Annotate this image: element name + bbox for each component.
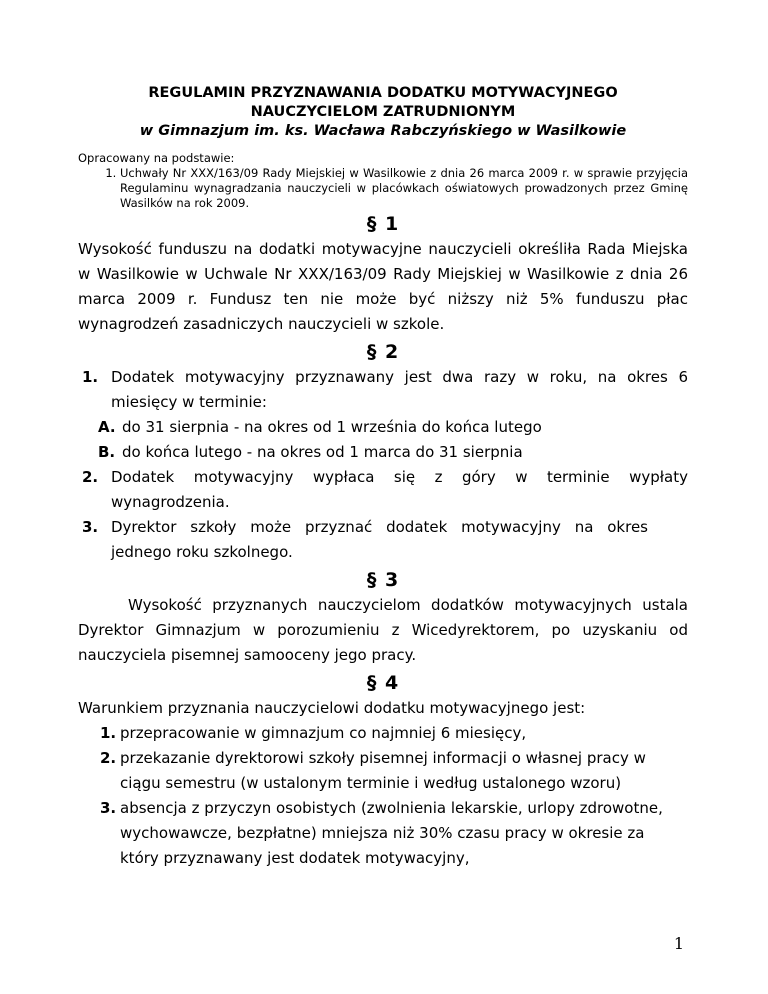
- section-2-point-1: [78, 365, 688, 415]
- condition-text: absencja z przyczyn osobistych (zwolnienia lekarskie, urlopy zdrowotne, wychowawcze, bezpłatne) mniejsza niż 30% czasu pracy w okresie za który przyznawany jest dodatek motywacyjny,: [120, 799, 663, 867]
- section-4-condition-3: [78, 796, 688, 871]
- condition-text: przekazanie dyrektorowi szkoły pisemnej informacji o własnej pracy w ciągu semestru (w ustalonym terminie i według ustalonego wzoru): [120, 749, 646, 792]
- point-number: 3.: [82, 518, 99, 536]
- point-number: 1.: [82, 368, 99, 386]
- section-4-heading: § 4: [366, 672, 400, 694]
- condition-text: przepracowanie w gimnazjum co najmniej 6 miesięcy,: [120, 724, 527, 742]
- point-text: Dodatek motywacyjny przyznawany jest dwa razy w roku, na okres 6 miesięcy w terminie:: [111, 368, 688, 411]
- section-2-point-a: [78, 415, 688, 440]
- legal-basis: [78, 151, 688, 211]
- document-page: [78, 84, 688, 871]
- basis-intro: Opracowany na podstawie:: [78, 151, 235, 165]
- basis-list: [78, 166, 688, 211]
- title-line-2: NAUCZYCIELOM ZATRUDNIONYM: [250, 104, 516, 120]
- section-4-condition-1: [78, 721, 688, 746]
- point-letter: B.: [98, 443, 116, 461]
- section-4-condition-2: [78, 746, 688, 796]
- title-line-1: REGULAMIN PRZYZNAWANIA DODATKU MOTYWACYJNEGO: [148, 85, 618, 101]
- condition-number: 1.: [100, 724, 117, 742]
- point-number: 2.: [82, 468, 99, 486]
- section-3-text: Wysokość przyznanych nauczycielom dodatków motywacyjnych ustala Dyrektor Gimnazjum w porozumieniu z Wicedyrektorem, po uzyskaniu od nauczyciela pisemnej samooceny jego pracy.: [78, 596, 688, 664]
- document-title: [78, 84, 688, 141]
- section-2-point-3: [78, 515, 688, 565]
- condition-number: 3.: [100, 799, 117, 817]
- condition-number: 2.: [100, 749, 117, 767]
- title-line-3: w Gimnazjum im. ks. Wacława Rabczyńskiego w Wasilkowie: [139, 123, 627, 139]
- section-2-point-2: [78, 465, 688, 515]
- section-2-heading: § 2: [366, 341, 400, 363]
- section-1-text: Wysokość funduszu na dodatki motywacyjne nauczycieli określiła Rada Miejska w Wasilkowie w Uchwale Nr XXX/163/09 Rady Miejskiej w Wasilkowie z dnia 26 marca 2009 r. Fundusz ten nie może być niższy niż 5% funduszu płac wynagrodzeń zasadniczych nauczycieli w szkole.: [78, 240, 688, 333]
- point-letter: A.: [98, 418, 116, 436]
- basis-item: 1. Uchwały Nr XXX/163/09 Rady Miejskiej w Wasilkowie z dnia 26 marca 2009 r. w sprawie przyjęcia Regulaminu wynagradzania nauczycieli w placówkach oświatowych prowadzonych przez Gminę Wasilków na rok 2009.: [120, 166, 688, 211]
- section-4-intro: Warunkiem przyznania nauczycielowi dodatku motywacyjnego jest:: [78, 699, 586, 717]
- point-text: do 31 sierpnia - na okres od 1 września do końca lutego: [122, 418, 542, 436]
- page-number: 1: [673, 934, 684, 953]
- point-text: do końca lutego - na okres od 1 marca do 31 sierpnia: [122, 443, 523, 461]
- section-2-point-b: [78, 440, 688, 465]
- section-3-heading: § 3: [366, 569, 400, 591]
- section-1-heading: § 1: [366, 213, 400, 235]
- point-text: Dodatek motywacyjny wypłaca się z góry w terminie wypłaty wynagrodzenia.: [111, 468, 688, 511]
- point-text: Dyrektor szkoły może przyznać dodatek motywacyjny na okres jednego roku szkolnego.: [111, 518, 648, 561]
